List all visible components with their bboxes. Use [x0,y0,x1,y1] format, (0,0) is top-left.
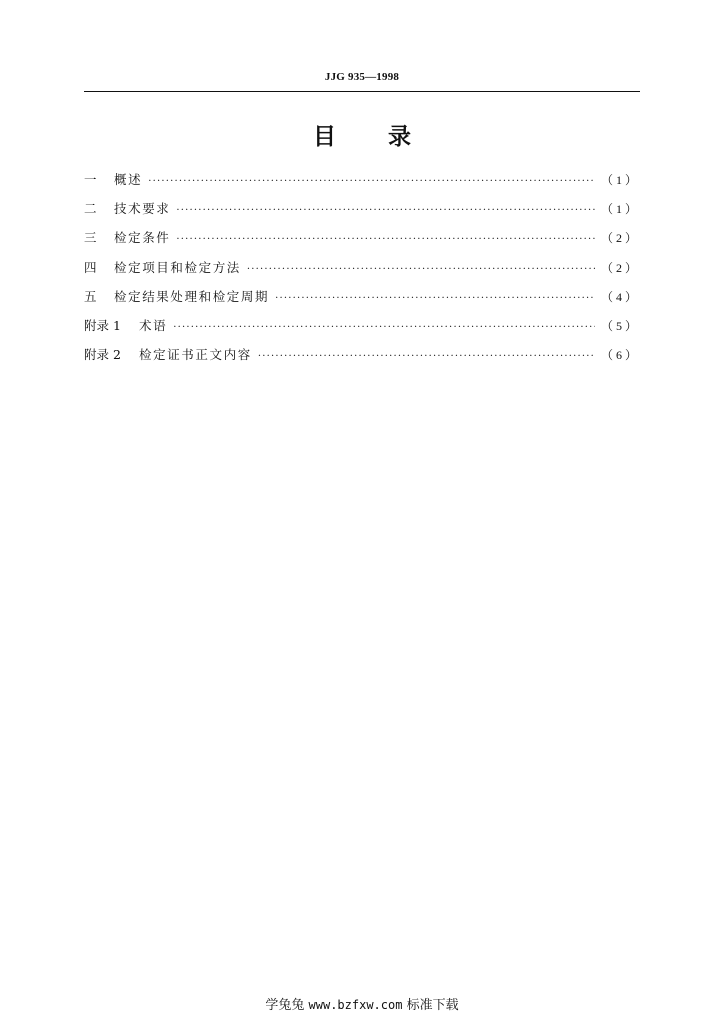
toc-entry-page: （1） [600,173,640,187]
toc-entry[interactable] [84,345,640,374]
toc-entry-label [84,170,142,188]
toc-entry-number: 五 [84,288,97,304]
footer-site-name: 学兔兔 [265,998,305,1013]
toc-entry-page: （2） [600,260,640,275]
toc-entry-label [84,258,241,276]
toc-entry-text: 术语 [139,317,168,333]
toc-entry[interactable] [84,199,640,228]
standard-code-header: JJG 935—1998 [324,71,400,83]
toc-entry-label [84,287,269,305]
header-divider [84,91,640,92]
toc-dot-leader [258,351,595,362]
toc-entry-label [84,345,252,363]
toc-entry[interactable] [84,316,640,345]
toc-entry-label [84,316,167,334]
toc-entry[interactable] [84,170,640,199]
toc-entry-page: （4） [600,289,640,304]
toc-entry[interactable] [84,287,640,316]
toc-entry-text: 检定结果处理和检定周期 [114,288,270,304]
toc-entry-label [84,199,170,217]
toc-dot-leader [176,205,595,216]
toc-entry-page: （5） [600,318,640,333]
toc-entry[interactable] [84,228,640,257]
toc-list [84,170,640,374]
toc-dot-leader [247,264,595,275]
footer-tagline: 标准下载 [406,998,459,1013]
toc-entry-text: 检定项目和检定方法 [114,259,241,275]
toc-entry-text: 概述 [114,172,143,187]
toc-dot-leader [148,176,595,187]
toc-entry-label [84,228,170,246]
toc-title [0,118,724,151]
toc-title-char: 目 [313,124,336,150]
toc-entry-number: 一 [84,172,97,187]
toc-entry-page: （6） [600,348,640,363]
footer-url[interactable]: www.bzfxw.com [308,998,403,1012]
toc-dot-leader [173,322,595,333]
toc-entry-number: 附录 1 [84,317,121,333]
toc-entry[interactable] [84,258,640,287]
footer-watermark [0,994,724,1013]
toc-title-char: 录 [388,124,411,150]
toc-entry-number: 二 [84,201,97,217]
toc-entry-number: 附录 2 [84,347,121,363]
toc-entry-page: （2） [600,231,640,246]
toc-entry-number: 四 [84,259,97,275]
toc-dot-leader [176,234,595,245]
toc-entry-text: 检定条件 [114,230,171,246]
toc-entry-number: 三 [84,230,97,246]
toc-entry-text: 技术要求 [114,201,171,217]
toc-entry-page: （1） [600,202,640,217]
toc-dot-leader [275,293,595,304]
toc-entry-text: 检定证书正文内容 [139,347,252,363]
